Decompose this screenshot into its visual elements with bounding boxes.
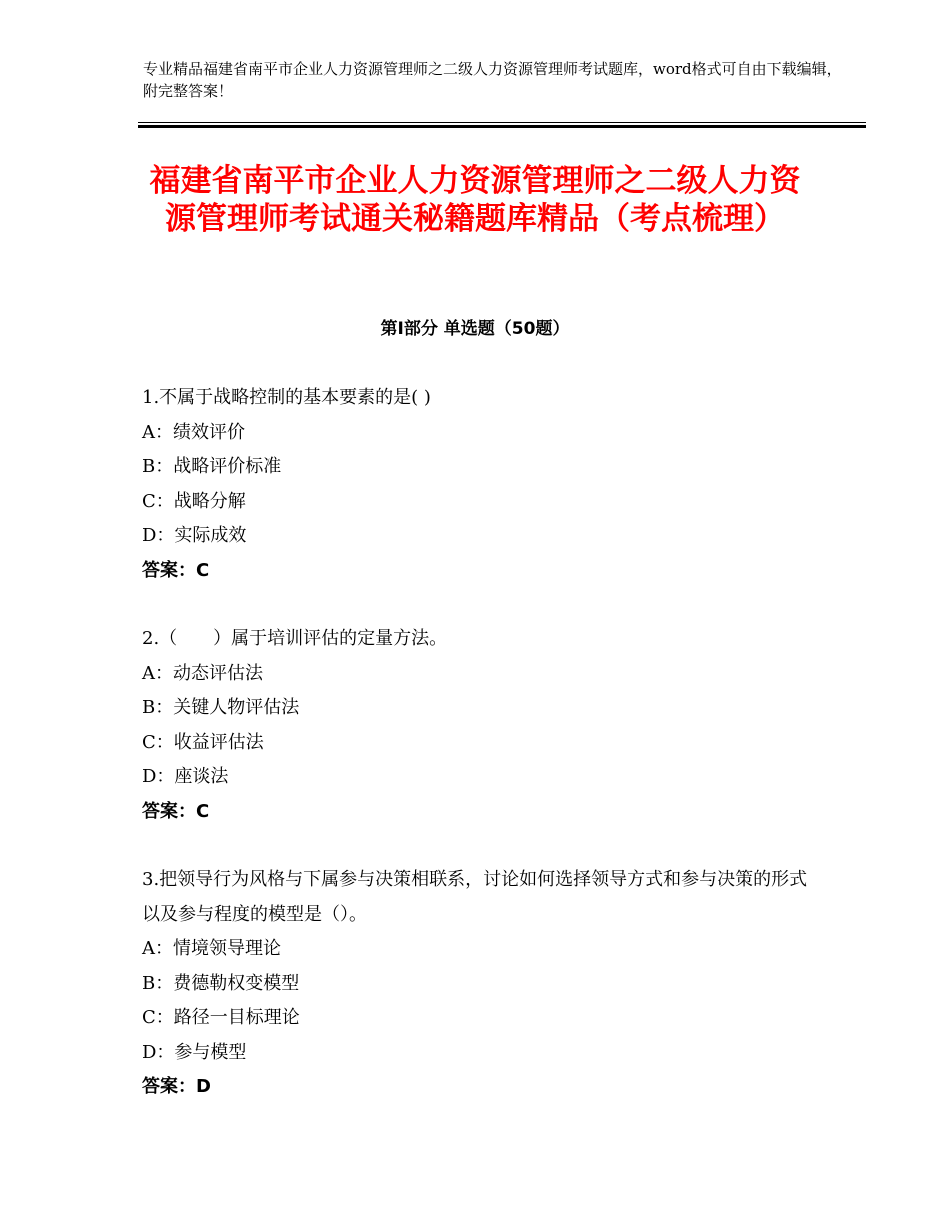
header-rule-thin [138,122,866,123]
option-d: D：参与模型 [142,1041,247,1063]
option-c: C：战略分解 [142,490,246,512]
answer: 答案：D [142,1076,211,1097]
option-a: A：动态评估法 [142,662,263,684]
option-c: C：收益评估法 [142,731,264,753]
question-3 [142,863,822,1105]
option-a: A：绩效评价 [142,421,245,443]
answer: 答案：C [142,800,210,822]
option-b: B：战略评价标准 [142,456,282,477]
section-heading: 第Ⅰ部分 单选题（50题） [380,319,570,339]
option-c: C：路径一目标理论 [142,1007,300,1028]
option-b: B：费德勒权变模型 [142,972,300,994]
question-stem: 1.不属于战略控制的基本要素的是( ) [142,387,431,408]
header-note: 专业精品福建省南平市企业人力资源管理师之二级人力资源管理师考试题库，word格式可自由下载编辑，附完整答案！ [143,60,842,100]
document-title: 福建省南平市企业人力资源管理师之二级人力资源管理师考试通关秘籍题库精品（考点梳理） [149,163,801,237]
question-stem: 3.把领导行为风格与下属参与决策相联系，讨论如何选择领导方式和参与决策的形式以及参与程度的模型是（）。 [142,869,808,925]
answer: 答案：C [142,559,210,581]
header-rule-thick [138,125,866,128]
option-b: B：关键人物评估法 [142,697,300,718]
option-d: D：实际成效 [142,525,247,546]
question-1 [142,381,822,588]
question-2 [142,622,822,829]
option-d: D：座谈法 [142,766,229,787]
option-a: A：情境领导理论 [142,938,281,959]
question-stem: 2.（ ）属于培训评估的定量方法。 [142,628,448,649]
question-list [142,381,822,1139]
